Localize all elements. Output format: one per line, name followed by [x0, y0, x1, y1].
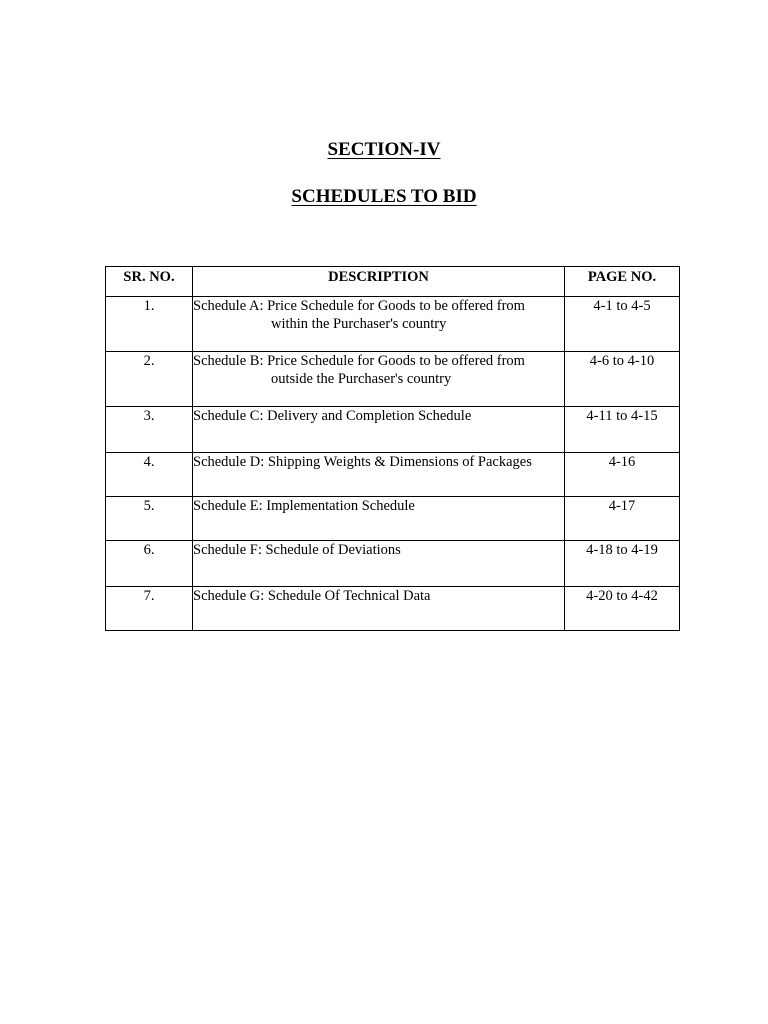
description-text-continued: within the Purchaser's country: [271, 316, 447, 332]
section-title: SECTION-IV: [327, 139, 441, 160]
description-cell: [193, 407, 565, 453]
table-row: [106, 407, 680, 453]
description-cell: [193, 453, 565, 497]
schedules-table: [105, 266, 680, 631]
page-no-cell: 4-1 to 4-5: [565, 297, 680, 352]
page-no-cell: 4-18 to 4-19: [565, 541, 680, 587]
description-text: Schedule F: Schedule of Deviations: [193, 542, 401, 558]
table-row: [106, 352, 680, 407]
header-sr-no: SR. NO.: [106, 267, 193, 297]
description-text: Schedule E: Implementation Schedule: [193, 498, 415, 514]
description-cell: [193, 587, 565, 631]
description-text: Schedule B: Price Schedule for Goods to be offered from: [193, 353, 525, 369]
table-row: [106, 587, 680, 631]
table-row: [106, 541, 680, 587]
description-cell: [193, 352, 565, 407]
page-no-cell: 4-6 to 4-10: [565, 352, 680, 407]
sr-no-cell: 6.: [106, 541, 193, 587]
table-row: [106, 497, 680, 541]
description-cell: [193, 497, 565, 541]
document-title: SCHEDULES TO BID: [291, 186, 477, 207]
table-row: [106, 453, 680, 497]
description-text: Schedule C: Delivery and Completion Schedule: [193, 408, 472, 424]
sr-no-cell: 1.: [106, 297, 193, 352]
page-no-cell: 4-20 to 4-42: [565, 587, 680, 631]
sr-no-cell: 4.: [106, 453, 193, 497]
sr-no-cell: 3.: [106, 407, 193, 453]
sr-no-cell: 7.: [106, 587, 193, 631]
description-cell: [193, 541, 565, 587]
description-text-continued: outside the Purchaser's country: [271, 371, 452, 387]
description-text: Schedule A: Price Schedule for Goods to be offered from: [193, 298, 525, 314]
header-page-no: PAGE NO.: [565, 267, 680, 297]
table-row: [106, 297, 680, 352]
page-no-cell: 4-17: [565, 497, 680, 541]
sr-no-cell: 5.: [106, 497, 193, 541]
description-text: Schedule D: Shipping Weights & Dimensions of Packages: [193, 454, 532, 470]
sr-no-cell: 2.: [106, 352, 193, 407]
page-no-cell: 4-16: [565, 453, 680, 497]
description-cell: [193, 297, 565, 352]
header-description: DESCRIPTION: [193, 267, 565, 297]
table-header-row: [106, 267, 680, 297]
description-text: Schedule G: Schedule Of Technical Data: [193, 588, 431, 604]
page-no-cell: 4-11 to 4-15: [565, 407, 680, 453]
